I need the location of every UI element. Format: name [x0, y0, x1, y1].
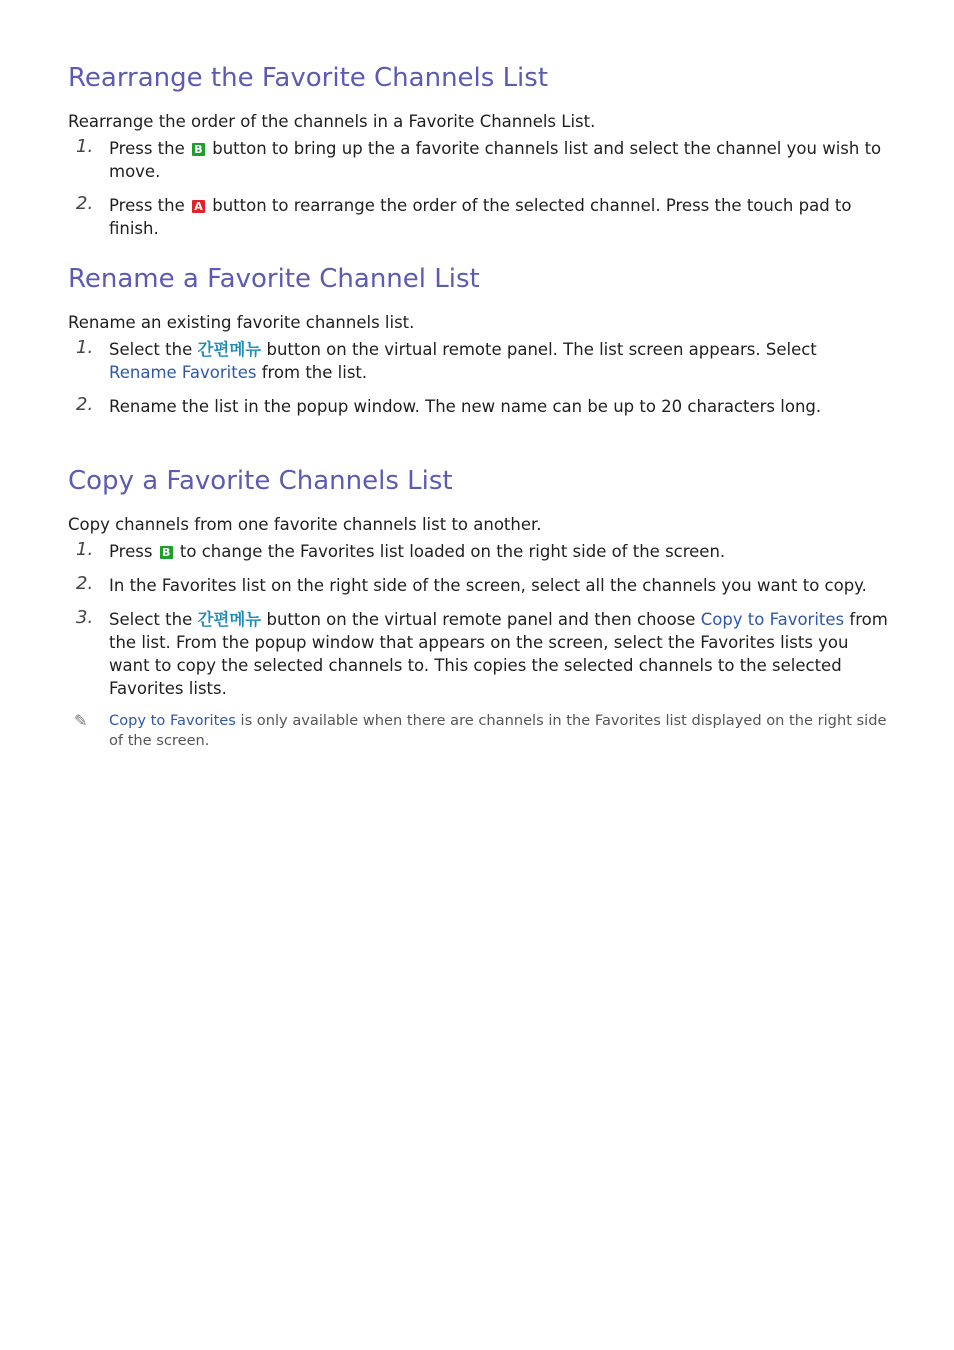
quick-menu-label: 간편메뉴 [197, 340, 262, 359]
step-item [68, 540, 888, 563]
steps-list [68, 338, 888, 418]
step-text: In the Favorites list on the right side of the screen, select all the channels you want to copy. [109, 576, 867, 595]
section-intro: Copy channels from one favorite channels list to another. [68, 515, 542, 534]
step-item [68, 608, 888, 700]
note [68, 711, 888, 751]
b-button-icon: B [160, 546, 173, 559]
section-intro: Rename an existing favorite channels list. [68, 313, 415, 332]
step-number: 1. [76, 337, 94, 358]
step-text: Press the [109, 139, 190, 158]
quick-menu-label: 간편메뉴 [197, 610, 262, 629]
step-item [68, 137, 888, 183]
step-item [68, 194, 888, 240]
step-number: 2. [76, 573, 94, 594]
section-rename [68, 264, 888, 429]
b-button-icon: B [192, 143, 205, 156]
section-copy [68, 466, 888, 751]
steps-list [68, 540, 888, 700]
step-text: Select the [109, 610, 198, 629]
section-title: Rename a Favorite Channel List [68, 264, 480, 294]
step-text: button to rearrange the order of the selected channel. Press the touch pad to finish. [109, 196, 852, 238]
step-number: 2. [76, 193, 94, 214]
step-number: 1. [76, 539, 94, 560]
step-text: button to bring up the a favorite channels list and select the channel you wish to move. [109, 139, 882, 181]
step-number: 1. [76, 136, 94, 157]
section-rearrange [68, 63, 888, 251]
note-text: is only available when there are channels in the Favorites list displayed on the right side of the screen. [109, 712, 887, 749]
menu-option-copy-to-favorites: Copy to Favorites [700, 610, 845, 629]
step-item [68, 338, 888, 384]
step-text: button on the virtual remote panel. The list screen appears. Select [261, 340, 817, 359]
pencil-icon: ✎ [74, 711, 88, 730]
step-text: from the list. From the popup window that appears on the screen, select the Favorites lists you want to copy the selected channels to. This copies the selected channels to the selected Favorites lists. [109, 610, 888, 698]
step-number: 3. [76, 607, 94, 628]
note-highlight: Copy to Favorites [109, 712, 236, 729]
menu-option-rename-favorites: Rename Favorites [109, 363, 257, 382]
step-item [68, 395, 888, 418]
step-item [68, 574, 888, 597]
a-button-icon: A [192, 200, 205, 213]
section-title: Copy a Favorite Channels List [68, 466, 453, 496]
step-text: Select the [109, 340, 198, 359]
step-number: 2. [76, 394, 94, 415]
section-intro: Rearrange the order of the channels in a Favorite Channels List. [68, 112, 596, 131]
step-text: button on the virtual remote panel and then choose [261, 610, 701, 629]
step-text: Rename the list in the popup window. The new name can be up to 20 characters long. [109, 397, 822, 416]
step-text: from the list. [256, 363, 368, 382]
steps-list [68, 137, 888, 240]
step-text: Press the [109, 196, 190, 215]
step-text: to change the Favorites list loaded on the right side of the screen. [174, 542, 726, 561]
step-text: Press [109, 542, 158, 561]
section-title: Rearrange the Favorite Channels List [68, 63, 549, 93]
